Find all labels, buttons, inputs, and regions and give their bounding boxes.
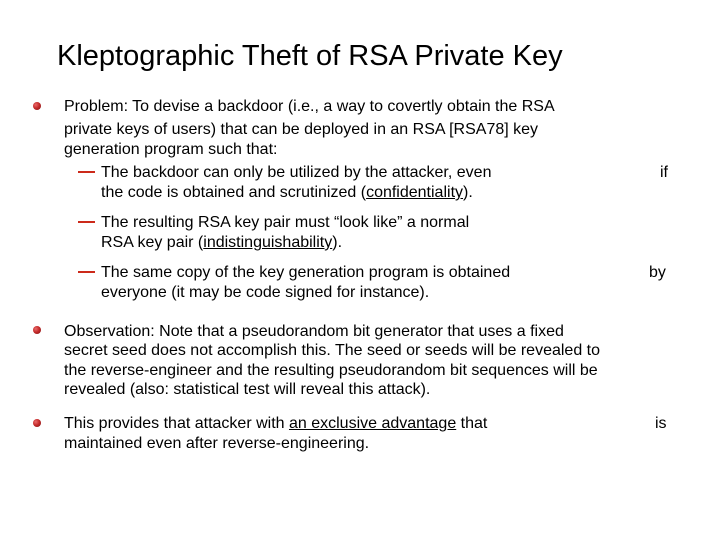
sub2-line2 bbox=[101, 233, 342, 252]
bullet2-line1: Observation: Note that a pseudorandom bit generator that uses a fixed bbox=[64, 323, 564, 340]
sub3-line1: The same copy of the key generation program is obtained bbox=[101, 264, 511, 281]
sub2-line1: The resulting RSA key pair must “look like” a normal bbox=[101, 214, 470, 231]
sub1-line1: The backdoor can only be utilized by the attacker, even bbox=[101, 164, 492, 181]
dash-marker bbox=[78, 271, 95, 273]
bullet2-line2: secret seed does not accomplish this. The seed or seeds will be revealed to bbox=[64, 342, 600, 359]
bullet3-line1 bbox=[64, 414, 487, 433]
sub1-line2 bbox=[101, 183, 473, 202]
bullet3-line1-end: is bbox=[655, 415, 667, 432]
indistinguishability-term: indistinguishability bbox=[203, 234, 333, 251]
bullet3-line1-pre: This provides that attacker with bbox=[64, 415, 289, 432]
sub2-line2-pre: RSA key pair ( bbox=[101, 234, 204, 251]
sub1-line2-post: ). bbox=[463, 184, 473, 201]
bullet2-line4: revealed (also: statistical test will reveal this attack). bbox=[64, 381, 431, 398]
slide-title: Kleptographic Theft of RSA Private Key bbox=[57, 40, 563, 72]
bullet2-line3: the reverse-engineer and the resulting pseudorandom bit sequences will be bbox=[64, 362, 598, 379]
sub2-line2-post: ). bbox=[332, 234, 343, 251]
dash-marker bbox=[78, 221, 95, 223]
bullet1-line3: generation program such that: bbox=[64, 141, 278, 158]
bullet3-line2: maintained even after reverse-engineering. bbox=[64, 435, 370, 452]
confidentiality-term: confidentiality bbox=[366, 184, 464, 201]
sub3-line2: everyone (it may be code signed for instance). bbox=[101, 284, 430, 301]
bullet3-line1-post: that bbox=[456, 415, 488, 432]
bullet1-line1: Problem: To devise a backdoor (i.e., a way to covertly obtain the RSA bbox=[64, 98, 555, 115]
sub1-line1-end: if bbox=[660, 164, 668, 181]
sub3-line1-end: by bbox=[649, 264, 666, 281]
bullet1-line2: private keys of users) that can be deployed in an RSA [RSA78] key bbox=[64, 121, 539, 138]
sub1-line2-pre: the code is obtained and scrutinized ( bbox=[101, 184, 367, 201]
exclusive-advantage-term: an exclusive advantage bbox=[288, 415, 457, 432]
dash-marker bbox=[78, 171, 95, 173]
bullet-marker bbox=[33, 326, 41, 334]
bullet-marker bbox=[33, 102, 41, 110]
bullet-marker bbox=[33, 419, 41, 427]
